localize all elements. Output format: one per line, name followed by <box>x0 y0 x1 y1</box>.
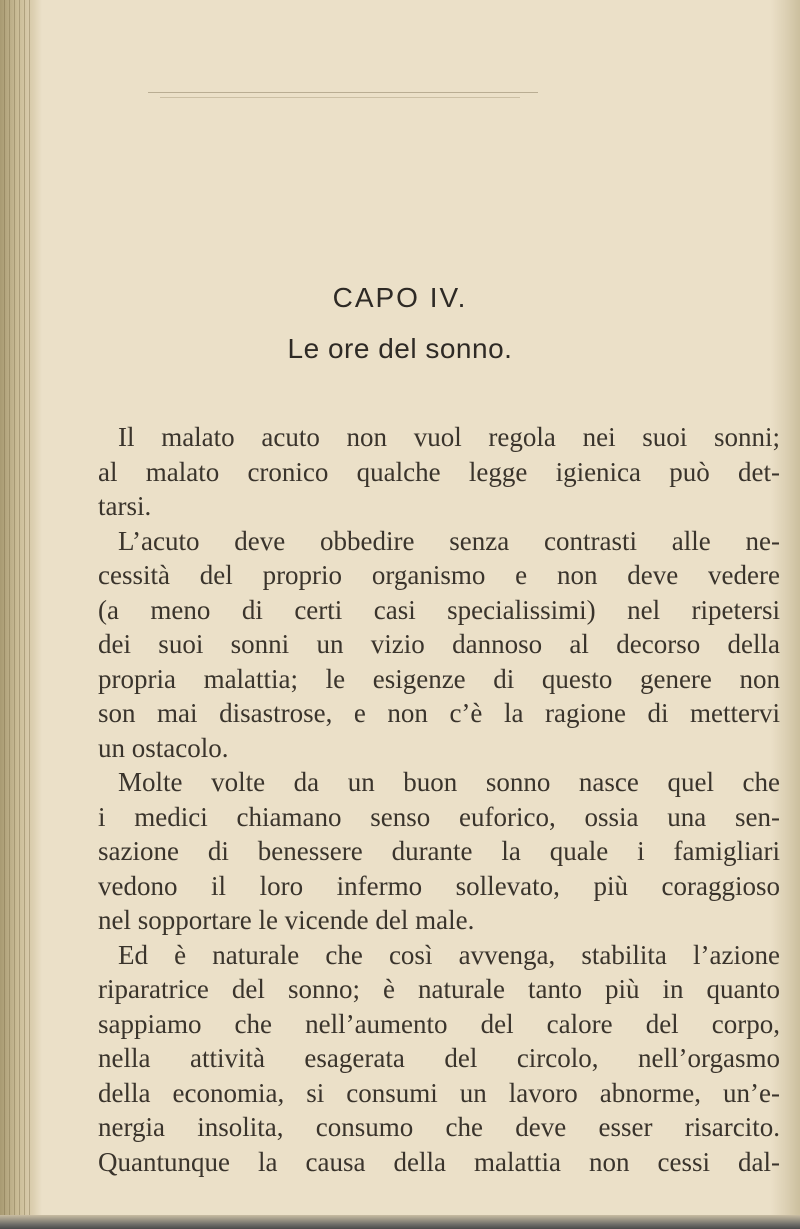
text-line: nella attività esagerata del circolo, nell’orgasmo <box>98 1043 780 1073</box>
text-line: vedono il loro infermo sollevato, più coraggioso <box>98 870 780 901</box>
text-line: L’acuto deve obbedire senza contrasti alle ne- <box>118 525 780 556</box>
faint-rule <box>148 92 538 93</box>
text-line: Molte volte da un buon sonno nasce quel che <box>118 767 780 797</box>
text-line: Il malato acuto non vuol regola nei suoi sonni; <box>118 422 780 452</box>
text-line: riparatrice del sonno; è naturale tanto più in quanto <box>98 974 780 1004</box>
text-line: sazione di benessere durante la quale i famigliari <box>98 836 780 866</box>
text-line: Ed è naturale che così avvenga, stabilita l’azione <box>118 939 780 970</box>
text-line: al malato cronico qualche legge igienica può det- <box>98 456 780 487</box>
chapter-title: Le ore del sonno. <box>287 333 513 364</box>
text-line: propria malattia; le esigenze di questo genere non <box>98 663 780 694</box>
faint-rule-secondary <box>160 97 520 98</box>
text-line: son mai disastrose, e non c’è la ragione di mettervi <box>98 698 780 728</box>
text-line: Quantunque la causa della malattia non cessi dal- <box>98 1146 780 1177</box>
text-line: i medici chiamano senso euforico, ossia una sen- <box>98 801 780 832</box>
text-line: un ostacolo. <box>98 732 229 763</box>
binding-texture <box>4 0 34 1229</box>
text-line: nergia insolita, consumo che deve esser risarcito. <box>98 1112 780 1142</box>
text-line: dei suoi sonni un vizio dannoso al decorso della <box>98 629 780 659</box>
text-line: tarsi. <box>98 491 152 521</box>
chapter-heading: CAPO IV. <box>332 282 468 313</box>
text-line: nel sopportare le vicende del male. <box>98 905 475 935</box>
body-text <box>98 420 780 1179</box>
text-line: sappiamo che nell’aumento del calore del corpo, <box>98 1008 780 1039</box>
text-line: della economia, si consumi un lavoro abnorme, un’e- <box>98 1077 780 1108</box>
page-bottom-edge <box>0 1215 800 1229</box>
text-line: cessità del proprio organismo e non deve vedere <box>98 560 780 590</box>
text-line: (a meno di certi casi specialissimi) nel ripetersi <box>98 594 780 625</box>
